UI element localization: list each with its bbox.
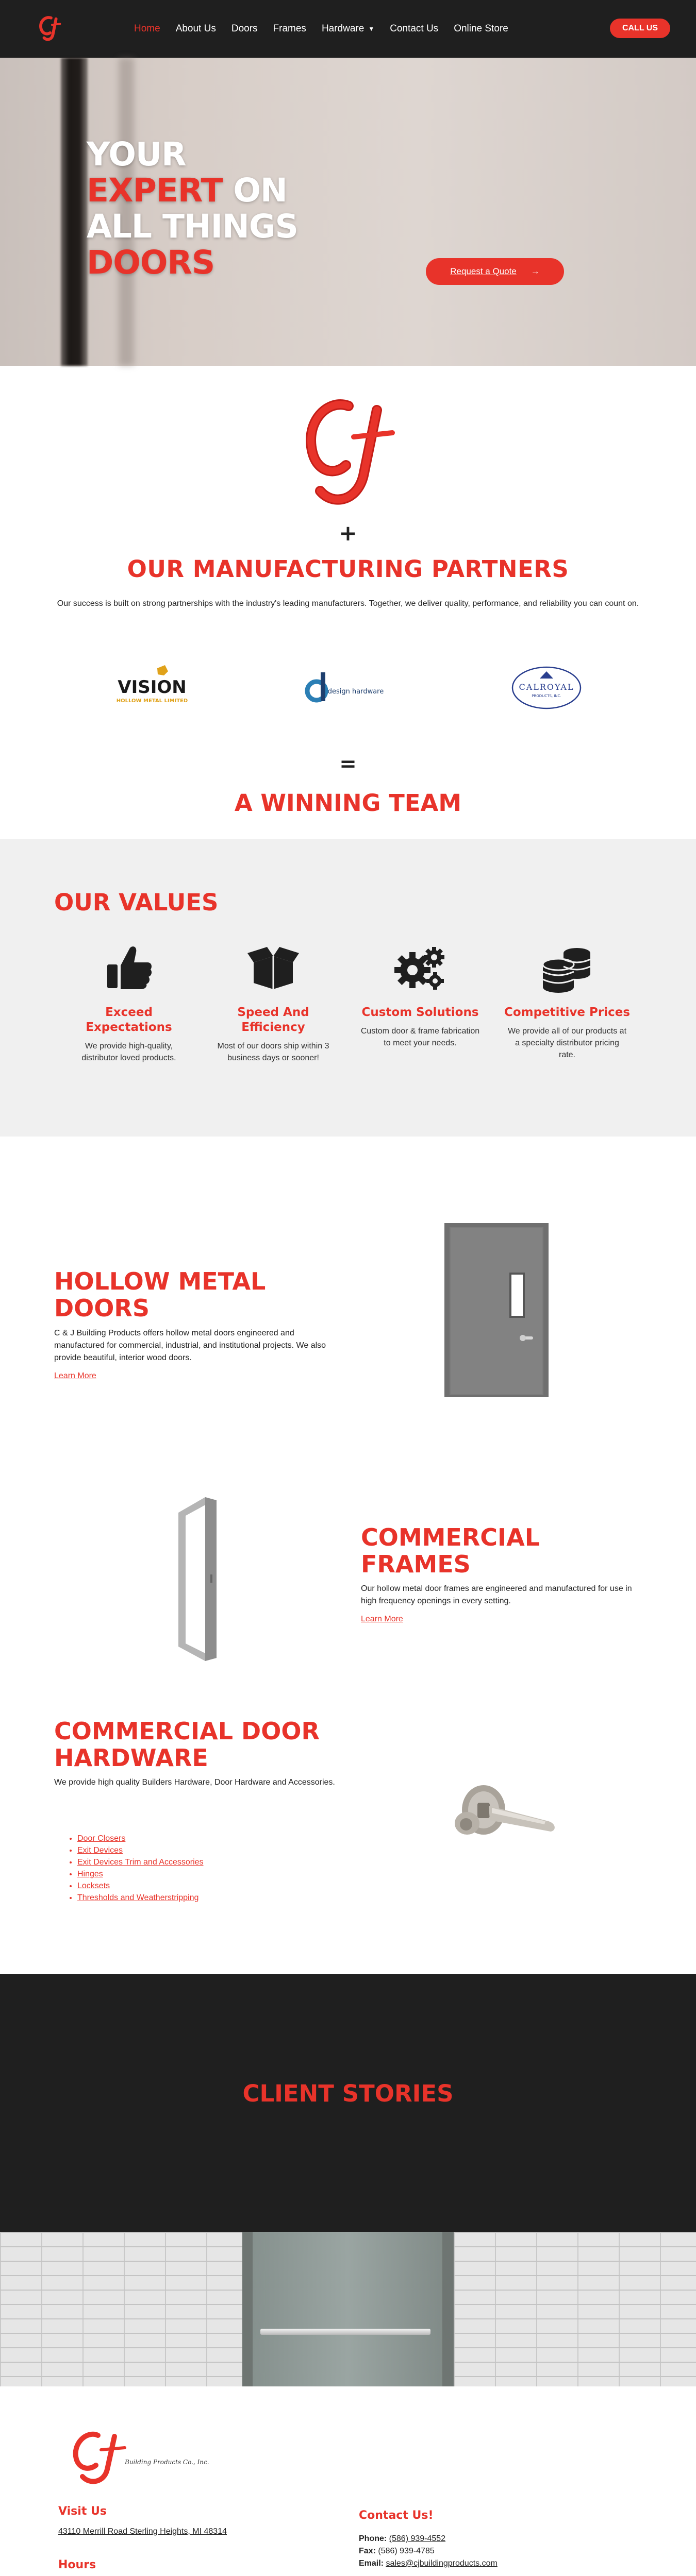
lever-lockset-image (448, 1774, 562, 1845)
chevron-down-icon: ▼ (368, 25, 375, 32)
winning-team-title: A WINNING TEAM (234, 789, 462, 817)
list-item (77, 1833, 204, 1844)
gears-icon (353, 939, 487, 996)
link-exit-devices-trim[interactable]: Exit Devices Trim and Accessories (77, 1858, 204, 1867)
email-label: Email: (359, 2559, 384, 2568)
value-card-custom (353, 939, 487, 1049)
phone-link[interactable]: (586) 939-4552 (389, 2534, 446, 2543)
value-title: Speed And Efficiency (237, 1006, 309, 1034)
commercial-frames-title: COMMERCIAL FRAMES (361, 1523, 540, 1578)
vision-logo-name: VISION (118, 677, 187, 698)
value-card-exceed (62, 939, 196, 1064)
hollow-metal-doors-learn-more[interactable]: Learn More (54, 1371, 96, 1380)
values-section (0, 839, 696, 1137)
partners-description: Our success is built on strong partnerships with the industry's leading manufacturers. Together, we deliver quality, performance, and reliability you can count on. (57, 599, 639, 608)
commercial-door-hardware-title: COMMERCIAL DOOR HARDWARE (54, 1717, 320, 1772)
link-thresholds[interactable]: Thresholds and Weatherstripping (77, 1893, 199, 1902)
value-card-speed (206, 939, 340, 1064)
cj-logo[interactable] (36, 11, 72, 47)
hero-request-quote-button[interactable] (426, 258, 564, 285)
hero-expert-word: EXPERT (87, 172, 223, 209)
push-bar (260, 2329, 430, 2335)
client-stories-section (0, 1974, 696, 2232)
equals-sign: = (339, 752, 357, 776)
value-title: Custom Solutions (361, 1006, 479, 1019)
door-frame-right (442, 2232, 454, 2386)
value-description: We provide all of our products at a specialty distributor pricing rate. (507, 1027, 627, 1059)
link-door-closers[interactable]: Door Closers (77, 1834, 126, 1843)
commercial-frames-description: Our hollow metal door frames are engineered and manufactured for use in high frequency openings in every setting. (361, 1584, 632, 1605)
commercial-frame-image (174, 1497, 221, 1661)
nav-frames[interactable]: Frames (273, 23, 306, 34)
cj-large-logo (292, 396, 403, 514)
fax-row (359, 2545, 435, 2557)
calroyal-logo-graphic (508, 661, 585, 713)
design-hardware-logo-name: design hardware (327, 688, 384, 696)
hollow-metal-doors-description: C & J Building Products offers hollow metal doors engineered and manufactured for commercial, industrial, and institutional projects. We also provide beautiful, interior wood doors. (54, 1329, 326, 1362)
value-card-prices (500, 939, 634, 1061)
hero-headline (87, 137, 298, 281)
visit-us-heading: Visit Us (58, 2505, 107, 2518)
vision-logo-sub: HOLLOW METAL LIMITED (116, 698, 188, 704)
nav-contact-us[interactable]: Contact Us (390, 23, 439, 34)
list-item (77, 1868, 204, 1880)
call-us-button[interactable]: CALL US (610, 19, 670, 38)
main-nav (134, 23, 508, 35)
list-item (77, 1880, 204, 1892)
hero-line-2 (87, 173, 298, 209)
commercial-door-hardware-description: We provide high quality Builders Hardware, Door Hardware and Accessories. (54, 1778, 335, 1787)
address-link[interactable]: 43110 Merrill Road Sterling Heights, MI 48314 (58, 2527, 227, 2536)
thumbs-up-icon (62, 939, 196, 996)
vision-logo[interactable] (106, 661, 198, 713)
partners-section (0, 366, 696, 839)
calroyal-logo-sub: PRODUCTS, INC. (532, 694, 561, 698)
hours-heading: Hours (58, 2558, 96, 2571)
value-description: We provide high-quality, distributor loved products. (81, 1042, 176, 1062)
hero-on-word: ON (233, 172, 287, 209)
phone-label: Phone: (359, 2534, 387, 2543)
value-description: Most of our doors ship within 3 business days or sooner! (217, 1042, 329, 1062)
nav-hardware[interactable] (322, 23, 374, 35)
box-icon (206, 939, 340, 996)
site-footer (0, 2386, 696, 2576)
link-locksets[interactable]: Locksets (77, 1882, 110, 1890)
values-title: OUR VALUES (54, 889, 219, 916)
email-link[interactable]: sales@cjbuildingproducts.com (386, 2559, 498, 2568)
coins-icon (500, 939, 634, 996)
client-stories-title: CLIENT STORIES (242, 2080, 454, 2107)
value-description: Custom door & frame fabrication to meet your needs. (360, 1027, 480, 1047)
design-hardware-logo-graphic (300, 661, 393, 713)
email-row (359, 2557, 498, 2570)
hero-door-edge (61, 58, 88, 366)
nav-online-store[interactable]: Online Store (454, 23, 508, 34)
commercial-frames-learn-more[interactable]: Learn More (361, 1615, 403, 1623)
products-section (0, 1137, 696, 1974)
hollow-metal-door-image (444, 1223, 549, 1397)
hero-quote-label: Request a Quote (450, 266, 517, 276)
vision-logo-graphic (108, 661, 196, 713)
site-header (0, 0, 696, 58)
fax-number: (586) 939-4785 (378, 2547, 435, 2555)
hero-line-4: DOORS (87, 244, 215, 281)
list-item (77, 1856, 204, 1868)
fax-label: Fax: (359, 2547, 376, 2555)
value-title: Competitive Prices (504, 1006, 631, 1019)
design-hardware-logo[interactable] (300, 661, 393, 713)
link-exit-devices[interactable]: Exit Devices (77, 1846, 123, 1855)
door-frame-left (242, 2232, 254, 2386)
footer-logo-text: Building Products Co., Inc. (125, 2459, 209, 2466)
hollow-metal-doors-title: HOLLOW METAL DOORS (54, 1267, 266, 1322)
calroyal-logo[interactable] (500, 661, 593, 713)
nav-doors[interactable]: Doors (231, 23, 258, 34)
plus-sign: + (339, 520, 357, 546)
nav-about-us[interactable]: About Us (175, 23, 216, 34)
hero-line-3: ALL THINGS (87, 208, 298, 245)
value-title: Exceed Expectations (86, 1006, 172, 1034)
nav-home[interactable]: Home (134, 23, 160, 34)
footer-cj-logo (67, 2425, 209, 2492)
contact-us-heading: Contact Us! (359, 2509, 434, 2522)
hardware-links-list (77, 1833, 204, 1904)
list-item (77, 1892, 204, 1904)
phone-row (359, 2533, 445, 2545)
list-item (77, 1844, 204, 1856)
arrow-right-icon: → (531, 266, 540, 276)
door-brick-banner (0, 2232, 696, 2386)
hero-section (0, 58, 696, 366)
link-hinges[interactable]: Hinges (77, 1870, 103, 1878)
hero-line-1: YOUR (87, 135, 186, 173)
calroyal-logo-name: CALROYAL (519, 682, 574, 692)
door-panel (253, 2232, 443, 2386)
nav-hardware-label: Hardware (321, 23, 364, 34)
partners-title: OUR MANUFACTURING PARTNERS (127, 555, 569, 583)
cj-logo-icon (36, 14, 66, 44)
